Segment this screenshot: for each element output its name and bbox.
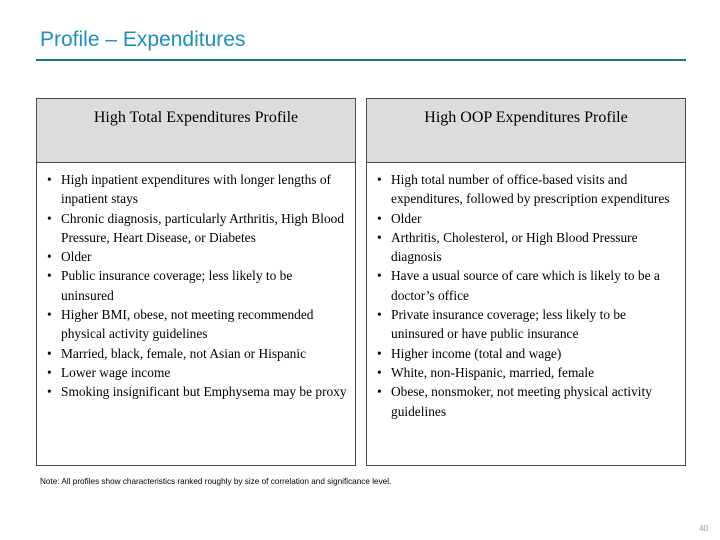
list-item-text: High inpatient expenditures with longer lengths of inpatient stays [61, 172, 331, 207]
bullet-icon: • [47, 268, 52, 284]
list-item-text: Chronic diagnosis, particularly Arthritis, High Blood Pressure, Heart Disease, or Diabetes [61, 210, 345, 245]
bullet-icon: • [47, 210, 52, 226]
list-item [373, 363, 677, 382]
list-item-text: Higher income (total and wage) [391, 345, 562, 361]
bullet-icon: • [47, 384, 52, 400]
list-item-text: Married, black, female, not Asian or Hispanic [61, 345, 307, 361]
list-item [43, 382, 347, 401]
footnote: Note: All profiles show characteristics ranked roughly by size of correlation and significance level. [40, 477, 392, 486]
list-item [373, 382, 677, 421]
list-item-text: Higher BMI, obese, not meeting recommended physical activity guidelines [61, 307, 314, 342]
list-item [43, 363, 347, 382]
bullet-icon: • [377, 268, 382, 284]
slide-title: Profile – Expenditures [40, 28, 246, 51]
title-divider [36, 59, 686, 61]
list-item [373, 266, 677, 305]
bullet-icon: • [377, 345, 382, 361]
bullet-icon: • [47, 364, 52, 380]
list-item-text: Arthritis, Cholesterol, or High Blood Pressure diagnosis [391, 229, 638, 265]
list-item-text: White, non-Hispanic, married, female [391, 364, 595, 380]
bullet-icon: • [377, 364, 382, 380]
list-item [373, 305, 677, 344]
profile-list [367, 163, 685, 421]
list-item-text: Lower wage income [61, 364, 171, 380]
bullet-icon: • [47, 345, 52, 361]
panel-header: High Total Expenditures Profile [37, 99, 355, 163]
list-item [43, 247, 347, 266]
bullet-icon: • [47, 307, 52, 323]
list-item-text: Have a usual source of care which is likely to be a doctor’s office [391, 268, 660, 303]
bullet-icon: • [377, 172, 382, 187]
page-number: 40 [699, 524, 708, 533]
panel-header: High OOP Expenditures Profile [367, 99, 685, 163]
list-item [373, 228, 677, 267]
list-item-text: Smoking insignificant but Emphysema may be proxy [61, 384, 347, 400]
list-item-text: High total number of office-based visits and expenditures, followed by prescription expenditures [391, 172, 670, 207]
bullet-icon: • [377, 229, 382, 245]
bullet-icon: • [47, 172, 52, 187]
bullet-icon: • [377, 210, 382, 226]
bullet-icon: • [47, 249, 52, 265]
list-item [373, 344, 677, 363]
list-item [43, 305, 347, 344]
list-item-text: Obese, nonsmoker, not meeting physical activity guidelines [391, 384, 652, 419]
list-item [373, 170, 677, 209]
list-item-text: Older [391, 210, 422, 226]
high-oop-expenditures-panel [366, 98, 686, 466]
profile-list [37, 163, 355, 402]
list-item-text: Public insurance coverage; less likely to be uninsured [61, 268, 293, 303]
list-item [43, 170, 347, 209]
high-total-expenditures-panel [36, 98, 356, 466]
list-item [373, 209, 677, 228]
bullet-icon: • [377, 384, 382, 400]
list-item [43, 266, 347, 305]
list-item [43, 209, 347, 248]
list-item-text: Private insurance coverage; less likely to be uninsured or have public insurance [391, 307, 626, 342]
list-item [43, 344, 347, 363]
list-item-text: Older [61, 249, 92, 265]
bullet-icon: • [377, 307, 382, 323]
